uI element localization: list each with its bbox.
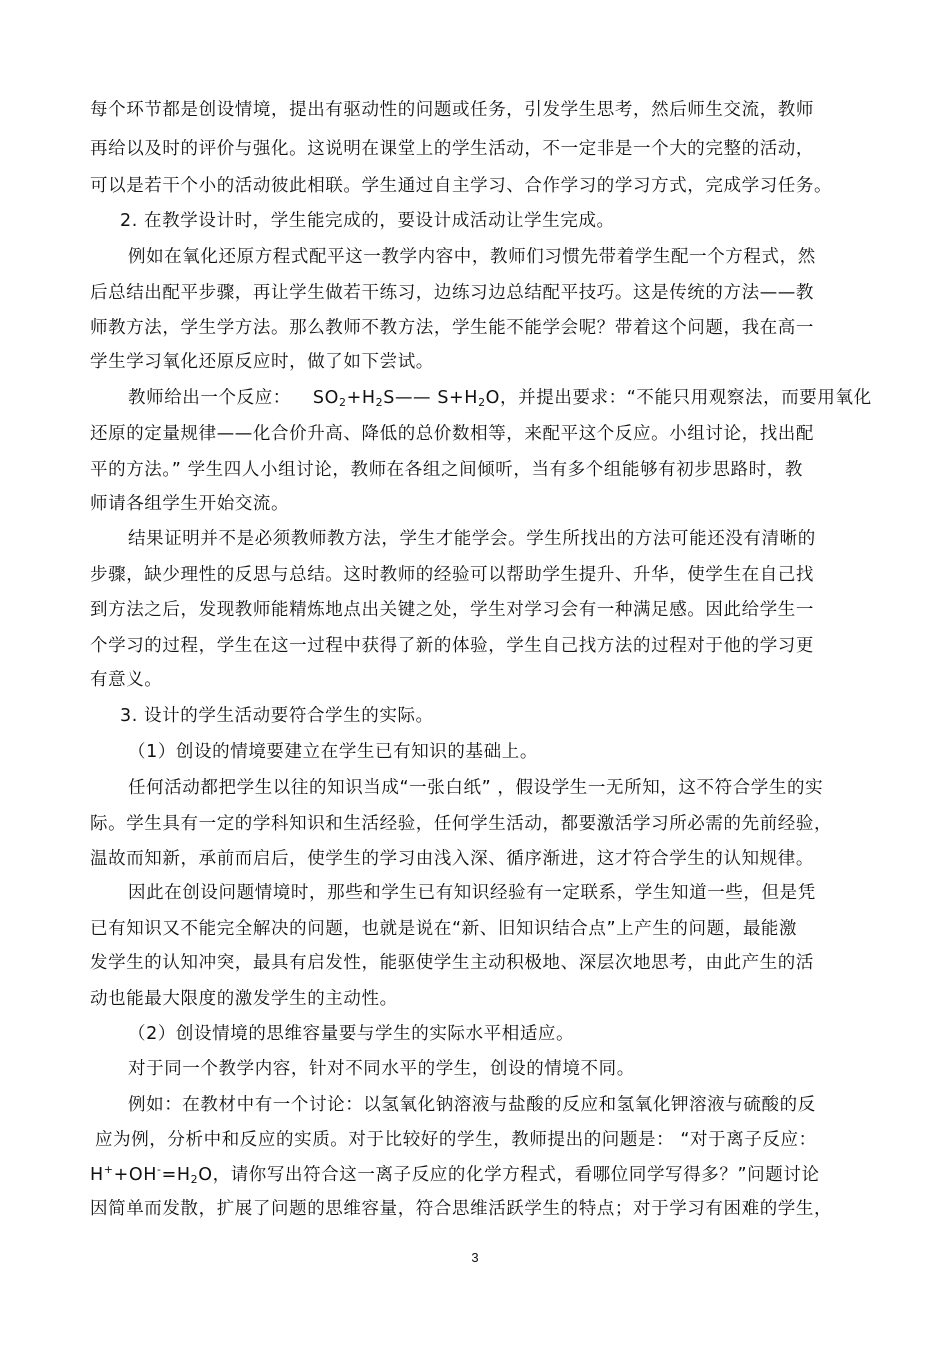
- text-line: 还原的定量规律——化合价升高、降低的总价数相等，来配平这个反应。小组讨论，找出配: [90, 424, 814, 444]
- text-line: 已有知识又不能完全解决的问题，也就是说在“新、旧知识结合点”上产生的问题，最能激: [90, 919, 798, 939]
- text-line: 2. 在教学设计时，学生能完成的，要设计成活动让学生完成。: [120, 211, 615, 231]
- text-line: 结果证明并不是必须教师教方法，学生才能学会。学生所找出的方法可能还没有清晰的: [128, 529, 816, 549]
- text-line: 发学生的认知冲突，最具有启发性，能驱使学生主动积极地、深层次地思考，由此产生的活: [90, 953, 814, 973]
- text-line: 任何活动都把学生以往的知识当成“一张白纸” ，假设学生一无所知，这不符合学生的实: [128, 778, 824, 798]
- text-line: 师教方法，学生学方法。那么教师不教方法，学生能不能学会呢？带着这个问题，我在高一: [90, 318, 814, 338]
- text-line: 例如在氧化还原方程式配平这一教学内容中，教师们习惯先带着学生配一个方程式，然: [128, 247, 816, 267]
- text-line: 温故而知新，承前而启后，使学生的学习由浅入深、循序渐进，这才符合学生的认知规律。: [90, 849, 814, 869]
- text-line: [128, 386, 872, 410]
- text-line: 际。学生具有一定的学科知识和生活经验，任何学生活动，都要激活学习所必需的先前经验，: [90, 814, 833, 834]
- text-line: 因简单而发散，扩展了问题的思维容量，符合思维活跃学生的特点；对于学习有困难的学生，: [90, 1199, 833, 1219]
- text-line: 因此在创设问题情境时，那些和学生已有知识经验有一定联系，学生知道一些，但是凭: [128, 883, 816, 903]
- text-line: 例如：在教材中有一个讨论：以氢氧化钠溶液与盐酸的反应和氢氧化钾溶液与硫酸的反: [128, 1095, 816, 1115]
- subsection-heading: （1）创设的情境要建立在学生已有知识的基础上。: [128, 742, 538, 762]
- text-line: 个学习的过程，学生在这一过程中获得了新的体验，学生自己找方法的过程对于他的学习更: [90, 636, 814, 656]
- page-number: 3: [471, 1250, 479, 1265]
- text-segment: ，请你写出符合这一离子反应的化学方程式，看哪位同学写得多？”问题讨论: [212, 1165, 820, 1185]
- chemical-formula: $H^++OH^-=H_2O$: [90, 1163, 213, 1186]
- text-line: 到方法之后，发现教师能精炼地点出关键之处，学生对学习会有一种满足感。因此给学生一: [90, 600, 814, 620]
- text-line: 每个环节都是创设情境，提出有驱动性的问题或任务，引发学生思考，然后师生交流，教师: [90, 100, 814, 120]
- text-line: 平的方法。” 学生四人小组讨论，教师在各组之间倾听，当有多个组能够有初步思路时，教: [90, 460, 803, 480]
- text-segment: ，并提出要求：“不能只用观察法，而要用氧化: [500, 388, 872, 408]
- subsection-heading: （2）创设情境的思维容量要与学生的实际水平相适应。: [128, 1024, 575, 1044]
- chemical-formula: $SO_2+H_2S——$ $S+H_2O$: [312, 388, 501, 409]
- text-line: 步骤，缺少理性的反思与总结。这时教师的经验可以帮助学生提升、升华，使学生在自己找: [90, 565, 814, 585]
- section-heading: 3. 设计的学生活动要符合学生的实际。: [120, 706, 434, 726]
- text-line: 后总结出配平步骤，再让学生做若干练习，边练习边总结配平技巧。这是传统的方法——教: [90, 283, 814, 303]
- text-line: 有意义。: [90, 670, 163, 690]
- text-line: [90, 1163, 820, 1187]
- text-line: 对于同一个教学内容，针对不同水平的学生，创设的情境不同。: [128, 1059, 635, 1079]
- text-line: 学生学习氧化还原反应时，做了如下尝试。: [90, 352, 434, 372]
- text-line: 师请各组学生开始交流。: [90, 494, 290, 514]
- text-segment: 教师给出一个反应：: [128, 388, 291, 408]
- text-line: 可以是若干个小的活动彼此相联。学生通过自主学习、合作学习的学习方式，完成学习任务。: [90, 176, 833, 196]
- text-line: 动也能最大限度的激发学生的主动性。: [90, 989, 398, 1009]
- text-line: 应为例，分析中和反应的实质。对于比较好的学生，教师提出的问题是： “对于离子反应：: [95, 1130, 817, 1150]
- text-line: 再给以及时的评价与强化。这说明在课堂上的学生活动，不一定非是一个大的完整的活动，: [90, 139, 814, 159]
